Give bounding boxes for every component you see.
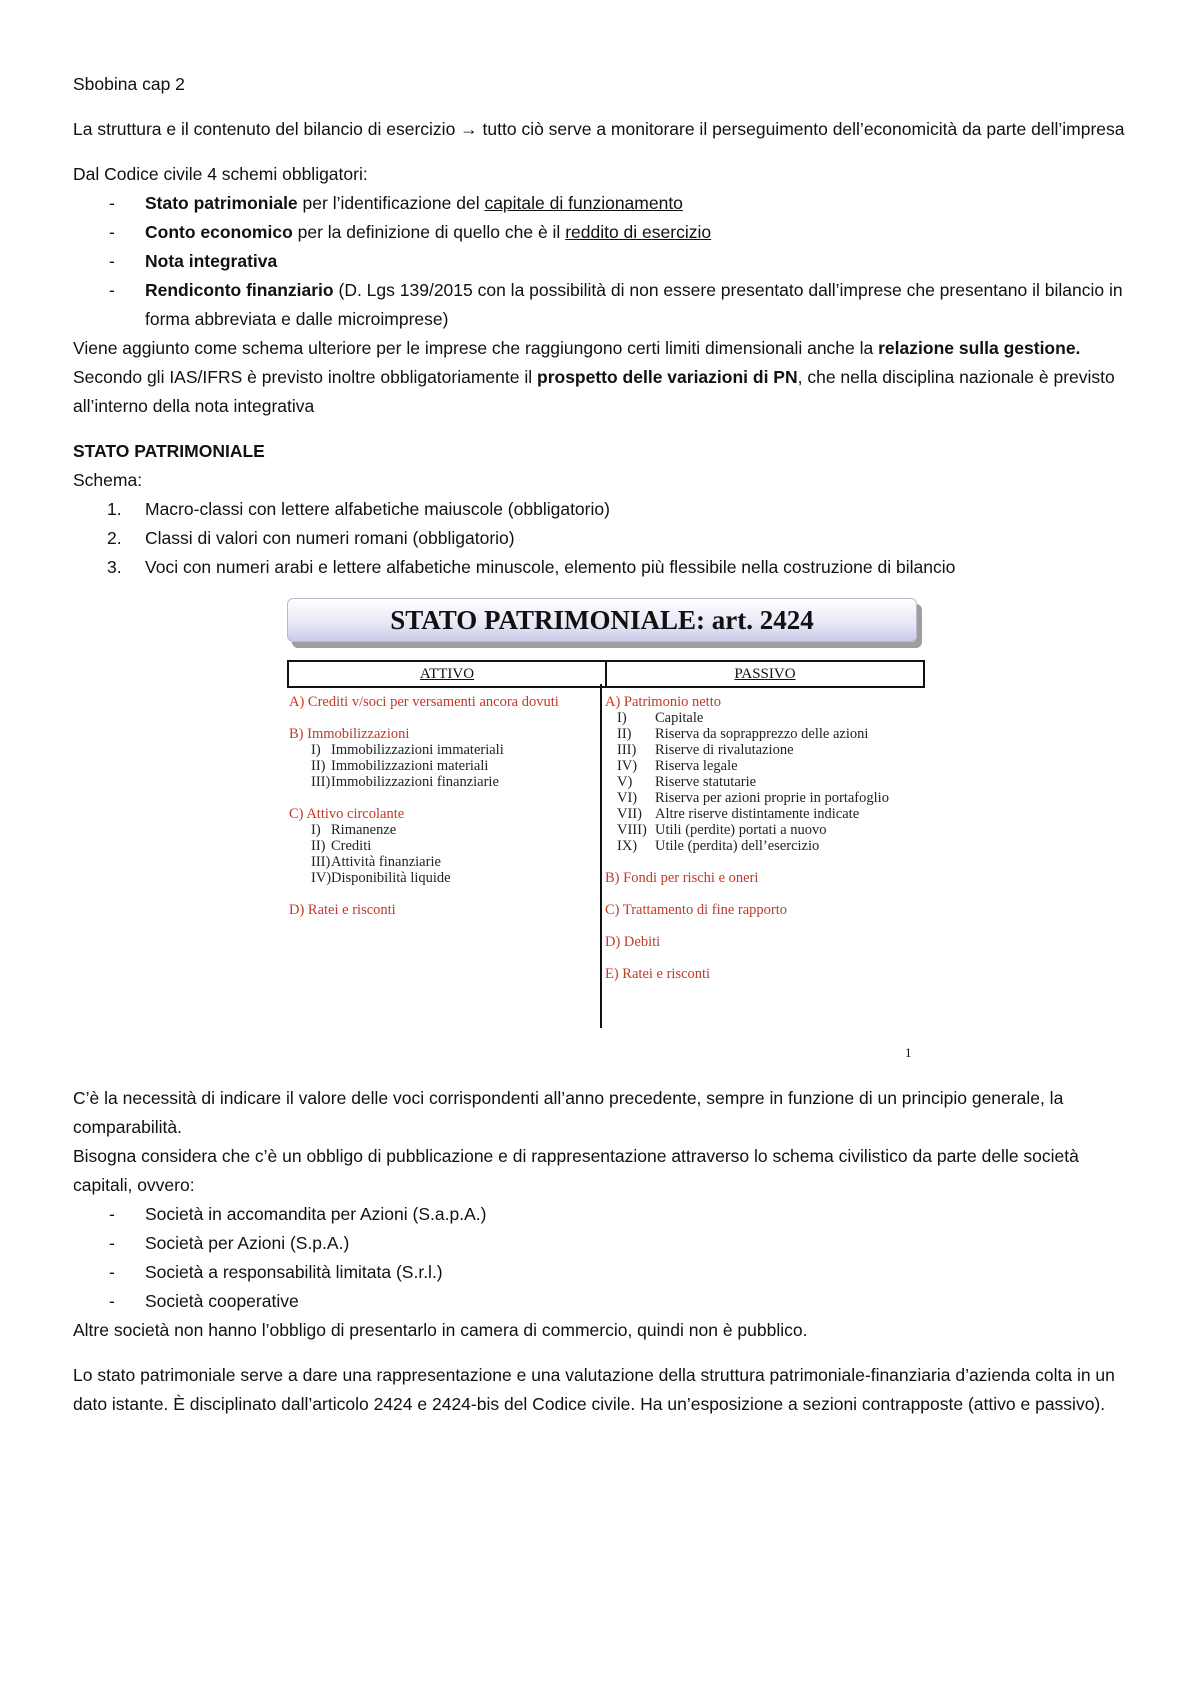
- roman-numeral: III): [617, 742, 637, 758]
- ias-paragraph: [73, 363, 1133, 421]
- list-item: [73, 1258, 1133, 1287]
- item-text: Voci con numeri arabi e lettere alfabetiche minuscole, elemento più flessibile nella costruzione di bilancio: [145, 557, 956, 577]
- roman-numeral: I): [311, 742, 321, 758]
- roman-numeral: IV): [311, 870, 332, 886]
- roman-numeral: III): [311, 774, 331, 790]
- attivo-c: C) Attivo circolante: [289, 806, 405, 822]
- list-item: [73, 189, 1133, 218]
- roman-numeral: II): [617, 726, 632, 742]
- list-item: [289, 838, 597, 854]
- item-text: (D. Lgs 139/2015 con la possibilità di non essere presentato dall’imprese che presentano il bilancio in forma abbreviata e dalle microimprese): [145, 280, 1123, 329]
- section-heading: [73, 437, 1133, 466]
- item-text: Immobilizzazioni finanziarie: [331, 774, 499, 790]
- item-text: Rimanenze: [331, 822, 397, 838]
- item-text: Attività finanziarie: [331, 854, 441, 870]
- attivo-d: D) Ratei e risconti: [289, 902, 396, 918]
- attivo-b: B) Immobilizzazioni: [289, 726, 410, 742]
- passivo-a: A) Patrimonio netto: [605, 694, 721, 710]
- heading-text: STATO PATRIMONIALE: [73, 441, 265, 461]
- roman-numeral: IX): [617, 838, 638, 854]
- item-text: Riserva da soprapprezzo delle azioni: [655, 726, 869, 742]
- list-item: [605, 726, 925, 742]
- text-run: Secondo gli IAS/IFRS è previsto inoltre obbligatoriamente il: [73, 367, 537, 387]
- passivo-column: [605, 694, 925, 982]
- item-text: Altre riserve distintamente indicate: [655, 806, 860, 822]
- final-paragraph: Lo stato patrimoniale serve a dare una rappresentazione e una valutazione della struttura patrimoniale-finanziaria d’azienda colta in un dato istante. È disciplinato dall’articolo 2424 e 2424-bis del Codice civile. Ha un’esposizione a sezioni contrapposte (attivo e passivo).: [73, 1365, 1115, 1414]
- list-item: [73, 1229, 1133, 1258]
- item-bold: Conto economico: [145, 222, 293, 242]
- passivo-a-items: [605, 710, 925, 854]
- list-item: [605, 822, 925, 838]
- item-text: Utili (perdite) portati a nuovo: [655, 822, 827, 838]
- item-text: Capitale: [655, 710, 704, 726]
- list-item: [605, 790, 925, 806]
- item-text: Società in accomandita per Azioni (S.a.p.A.): [145, 1204, 487, 1224]
- list-item: [73, 524, 1133, 553]
- list-item: [73, 1287, 1133, 1316]
- attivo-c-items: [289, 822, 597, 886]
- list-item: [73, 218, 1133, 247]
- list-item: [605, 710, 925, 726]
- attivo-header: ATTIVO: [419, 666, 475, 682]
- passivo-c: C) Trattamento di fine rapporto: [605, 902, 788, 918]
- item-text: Disponibilità liquide: [331, 870, 451, 886]
- item-text: per l’identificazione del: [297, 193, 485, 213]
- roman-numeral: I): [311, 822, 321, 838]
- passivo-header: PASSIVO: [605, 662, 923, 686]
- list-item: [289, 822, 597, 838]
- item-text: Immobilizzazioni immateriali: [331, 742, 504, 758]
- societa-list: [73, 1200, 1133, 1316]
- item-text: Utile (perdita) dell’esercizio: [655, 838, 820, 854]
- item-text: Immobilizzazioni materiali: [331, 758, 489, 774]
- document-title: Sbobina cap 2: [73, 74, 185, 94]
- item-bold: Rendiconto finanziario: [145, 280, 334, 300]
- list-item: [605, 838, 925, 854]
- list-item: [605, 758, 925, 774]
- item-text: Riserva per azioni proprie in portafoglio: [655, 790, 889, 806]
- list-item: [73, 276, 1133, 334]
- item-text: Riserva legale: [655, 758, 738, 774]
- figure-page-number: 1: [905, 1045, 912, 1060]
- list-item: [289, 870, 597, 886]
- item-bold: Stato patrimoniale: [145, 193, 298, 213]
- roman-numeral: I): [617, 710, 627, 726]
- item-text: Classi di valori con numeri romani (obbligatorio): [145, 528, 515, 548]
- figure-banner: STATO PATRIMONIALE: art. 2424: [287, 598, 917, 642]
- item-text: Riserve statutarie: [655, 774, 757, 790]
- roman-numeral: VII): [617, 806, 642, 822]
- dash-marker: -: [109, 1204, 115, 1224]
- schema-list: [73, 495, 1133, 582]
- text-run: Viene aggiunto come schema ulteriore per le imprese che raggiungono certi limiti dimensionali anche la: [73, 338, 879, 358]
- roman-numeral: II): [311, 758, 326, 774]
- list-item: [73, 247, 1133, 276]
- list-item: [73, 495, 1133, 524]
- schema-label: Schema:: [73, 470, 143, 490]
- item-text: Macro-classi con lettere alfabetiche maiuscole (obbligatorio): [145, 499, 610, 519]
- roman-numeral: VI): [617, 790, 638, 806]
- list-item: [289, 758, 597, 774]
- roman-numeral: II): [311, 838, 326, 854]
- item-text: Società per Azioni (S.p.A.): [145, 1233, 350, 1253]
- dash-marker: -: [109, 1262, 115, 1282]
- schemi-list: [73, 189, 1133, 334]
- figure-header-row: [287, 660, 925, 688]
- item-text: Riserve di rivalutazione: [655, 742, 794, 758]
- bold-run: prospetto delle variazioni di PN: [537, 367, 798, 387]
- pubblicazione-paragraph: Bisogna considera che c’è un obbligo di pubblicazione e di rappresentazione attraverso lo schema civilistico da parte delle società capitali, ovvero:: [73, 1146, 1079, 1195]
- dash-marker: -: [109, 280, 115, 300]
- dash-marker: -: [109, 1291, 115, 1311]
- number-marker: 1.: [107, 499, 122, 519]
- passivo-d: D) Debiti: [605, 934, 661, 950]
- number-marker: 2.: [107, 528, 122, 548]
- text-run: , che nella disciplina nazionale è previsto all’interno della nota integrativa: [73, 367, 1115, 416]
- altre-societa-paragraph: Altre società non hanno l’obbligo di presentarlo in camera di commercio, quindi non è pubblico.: [73, 1320, 808, 1340]
- schemi-lead: Dal Codice civile 4 schemi obbligatori:: [73, 164, 368, 184]
- list-item: [605, 742, 925, 758]
- attivo-b-items: [289, 742, 597, 790]
- roman-numeral: VIII): [617, 822, 647, 838]
- item-text: Crediti: [331, 838, 372, 854]
- relazione-paragraph: [73, 334, 1133, 363]
- roman-numeral: IV): [617, 758, 638, 774]
- roman-numeral: III): [311, 854, 331, 870]
- item-text: per la definizione di quello che è il: [292, 222, 566, 242]
- dash-marker: -: [109, 193, 115, 213]
- list-item: [73, 553, 1133, 582]
- list-item: [73, 1200, 1133, 1229]
- bold-run: relazione sulla gestione.: [878, 338, 1081, 358]
- roman-numeral: V): [617, 774, 633, 790]
- attivo-column: [289, 694, 597, 918]
- list-item: [289, 774, 597, 790]
- number-marker: 3.: [107, 557, 122, 577]
- column-divider: [600, 684, 602, 1028]
- list-item: [605, 806, 925, 822]
- dash-marker: -: [109, 251, 115, 271]
- passivo-b: B) Fondi per rischi e oneri: [605, 870, 759, 886]
- item-underline: capitale di funzionamento: [484, 193, 683, 213]
- item-text: Società a responsabilità limitata (S.r.l.): [145, 1262, 443, 1282]
- stato-patrimoniale-figure: [287, 598, 947, 1068]
- passivo-e: E) Ratei e risconti: [605, 966, 711, 982]
- dash-marker: -: [109, 222, 115, 242]
- list-item: [289, 742, 597, 758]
- list-item: [289, 854, 597, 870]
- comparabilita-paragraph: C’è la necessità di indicare il valore delle voci corrispondenti all’anno precedente, sempre in funzione di un principio generale, la comparabilità.: [73, 1088, 1064, 1137]
- dash-marker: -: [109, 1233, 115, 1253]
- attivo-a: A) Crediti v/soci per versamenti ancora dovuti: [289, 694, 559, 710]
- intro-paragraph: La struttura e il contenuto del bilancio di esercizio → tutto ciò serve a monitorare il perseguimento dell’economicità da parte dell’impresa: [73, 119, 1125, 139]
- item-text: Società cooperative: [145, 1291, 299, 1311]
- document-page: [73, 70, 1133, 1419]
- item-underline: reddito di esercizio: [565, 222, 712, 242]
- list-item: [605, 774, 925, 790]
- item-bold: Nota integrativa: [145, 251, 278, 271]
